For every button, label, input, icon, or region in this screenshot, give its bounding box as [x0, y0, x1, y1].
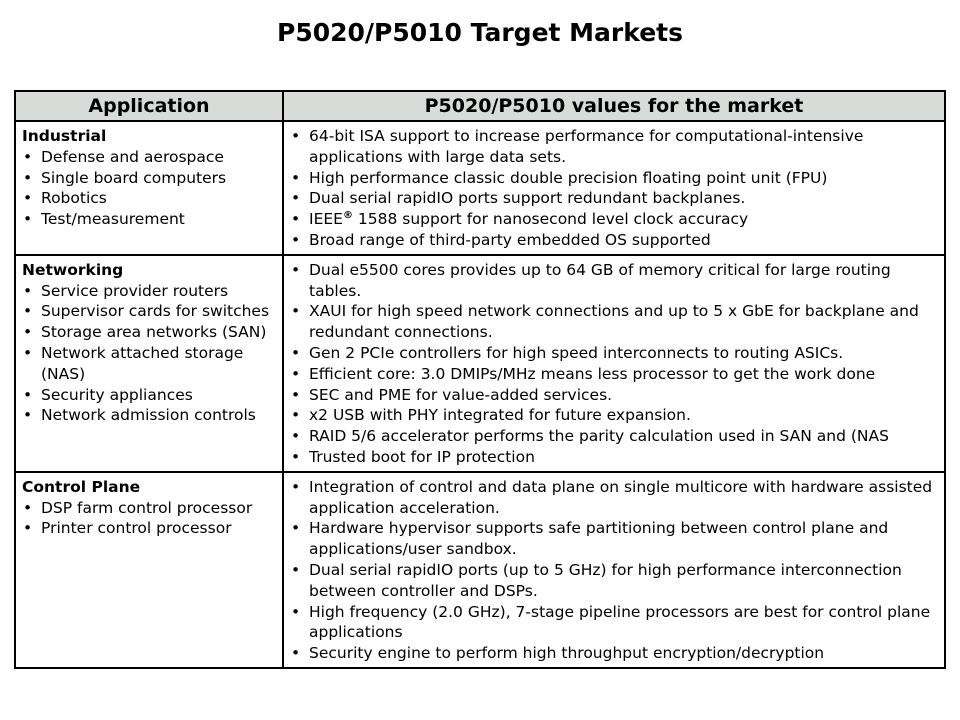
header-application: Application [15, 91, 283, 121]
list-item: • Dual serial rapidIO ports support redundant backplanes. [290, 188, 938, 209]
registered-mark: ® [342, 210, 353, 222]
values-list [290, 126, 938, 251]
list-item: • SEC and PME for value-added services. [290, 385, 938, 406]
list-item: • Single board computers [22, 168, 276, 189]
table-header-row [15, 91, 945, 121]
header-values: P5020/P5010 values for the market [283, 91, 945, 121]
list-item: • Gen 2 PCIe controllers for high speed interconnects to routing ASICs. [290, 343, 938, 364]
list-item: • Supervisor cards for switches [22, 301, 276, 322]
application-list [22, 147, 276, 230]
application-cell [15, 472, 283, 668]
table-row-networking [15, 255, 945, 472]
list-item: • Broad range of third-party embedded OS supported [290, 230, 938, 251]
list-item: • Robotics [22, 188, 276, 209]
list-item: • High frequency (2.0 GHz), 7-stage pipeline processors are best for control plane applications [290, 602, 938, 644]
values-cell [283, 255, 945, 472]
list-item: • x2 USB with PHY integrated for future expansion. [290, 405, 938, 426]
values-list [290, 260, 938, 468]
list-item: • Trusted boot for IP protection [290, 447, 938, 468]
list-item: • Dual serial rapidIO ports (up to 5 GHz) for high performance interconnection between controller and DSPs. [290, 560, 938, 602]
values-cell [283, 121, 945, 255]
list-item: • Test/measurement [22, 209, 276, 230]
list-item: • Storage area networks (SAN) [22, 322, 276, 343]
table-row-industrial [15, 121, 945, 255]
list-item: • Security appliances [22, 385, 276, 406]
ieee-rest-text: 1588 support for nanosecond level clock accuracy [352, 210, 749, 229]
application-cell [15, 255, 283, 472]
list-item: • Service provider routers [22, 281, 276, 302]
list-item: • Network admission controls [22, 405, 276, 426]
page-title: P5020/P5010 Target Markets [277, 18, 683, 47]
target-markets-table [14, 90, 946, 669]
list-item: • Dual e5500 cores provides up to 64 GB of memory critical for large routing tables. [290, 260, 938, 302]
ieee-text: IEEE [309, 210, 343, 229]
list-item: • Integration of control and data plane on single multicore with hardware assisted application acceleration. [290, 477, 938, 519]
table-row-control-plane [15, 472, 945, 668]
application-cell [15, 121, 283, 255]
list-item [290, 209, 938, 230]
category-label: Networking [22, 260, 124, 279]
list-item: • Network attached storage (NAS) [22, 343, 276, 385]
application-list [22, 498, 276, 540]
list-item: • Efficient core: 3.0 DMIPs/MHz means less processor to get the work done [290, 364, 938, 385]
list-item: • RAID 5/6 accelerator performs the parity calculation used in SAN and (NAS [290, 426, 938, 447]
list-item: • Defense and aerospace [22, 147, 276, 168]
list-item: • Security engine to perform high throughput encryption/decryption [290, 643, 938, 664]
application-list [22, 281, 276, 427]
values-list [290, 477, 938, 664]
list-item: • XAUI for high speed network connections and up to 5 x GbE for backplane and redundant connections. [290, 301, 938, 343]
list-item: • High performance classic double precision floating point unit (FPU) [290, 168, 938, 189]
list-item: • Printer control processor [22, 518, 276, 539]
list-item: • 64-bit ISA support to increase performance for computational-intensive applications with large data sets. [290, 126, 938, 168]
values-cell [283, 472, 945, 668]
category-label: Control Plane [22, 477, 141, 496]
list-item: • Hardware hypervisor supports safe partitioning between control plane and applications/user sandbox. [290, 518, 938, 560]
category-label: Industrial [22, 127, 107, 145]
list-item: • DSP farm control processor [22, 498, 276, 519]
